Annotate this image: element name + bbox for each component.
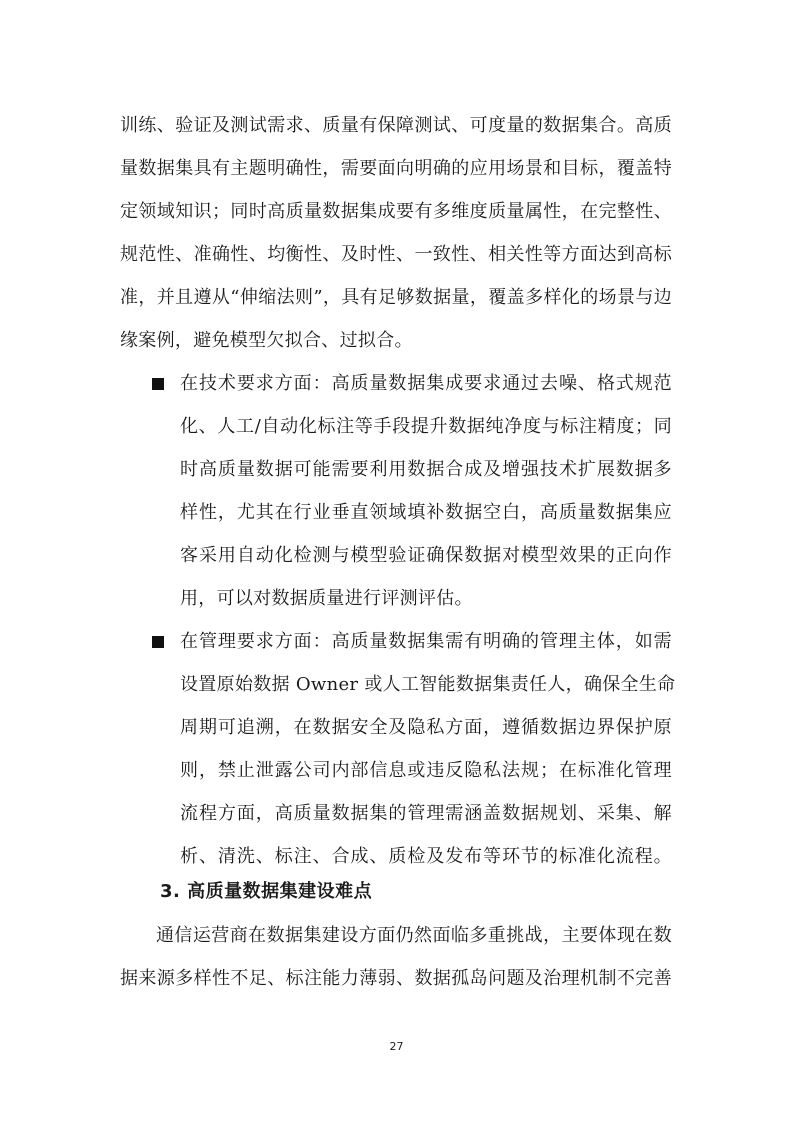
bullet-1-line-6: 用，可以对数据质量进行评测评估。 xyxy=(180,588,473,609)
bullet-2-line-4: 则，禁止泄露公司内部信息或违反隐私法规；在标准化管理 xyxy=(180,760,672,781)
bullet-1-line-2: 化、人工/自动化标注等手段提升数据纯净度与标注精度；同 xyxy=(180,416,672,437)
bullet-2-line-2: 设置原始数据 Owner 或人工智能数据集责任人，确保全生命 xyxy=(180,674,676,695)
paragraph-1-line-5: 准，并且遵从“伸缩法则”，具有足够数据量，覆盖多样化的场景与边 xyxy=(120,287,672,308)
paragraph-1-line-3: 定领域知识；同时高质量数据集成要有多维度质量属性，在完整性、 xyxy=(120,201,672,222)
page-number: 27 xyxy=(389,1040,404,1053)
paragraph-1-line-4: 规范性、准确性、均衡性、及时性、一致性、相关性等方面达到高标 xyxy=(120,244,672,265)
section-heading: 3. 高质量数据集建设难点 xyxy=(160,881,373,902)
square-bullet-icon xyxy=(152,378,164,390)
paragraph-1-line-2: 量数据集具有主题明确性，需要面向明确的应用场景和目标，覆盖特 xyxy=(120,158,672,179)
bullet-1-line-5: 客采用自动化检测与模型验证确保数据对模型效果的正向作 xyxy=(180,545,672,566)
bullet-1-line-4: 样性，尤其在行业垂直领域填补数据空白，高质量数据集应 xyxy=(180,502,672,523)
square-bullet-icon xyxy=(152,636,164,648)
bullet-1-line-1: 在技术要求方面：高质量数据集成要求通过去噪、格式规范 xyxy=(180,373,672,394)
paragraph-2-line-1: 通信运营商在数据集建设方面仍然面临多重挑战，主要体现在数 xyxy=(156,925,672,946)
paragraph-1-line-6: 缘案例，避免模型欠拟合、过拟合。 xyxy=(120,330,413,351)
paragraph-2-line-2: 据来源多样性不足、标注能力薄弱、数据孤岛问题及治理机制不完善 xyxy=(120,968,672,989)
bullet-1-line-3: 时高质量数据可能需要利用数据合成及增强技术扩展数据多 xyxy=(180,459,672,480)
bullet-2-line-5: 流程方面，高质量数据集的管理需涵盖数据规划、采集、解 xyxy=(180,803,672,824)
bullet-2-line-3: 周期可追溯，在数据安全及隐私方面，遵循数据边界保护原 xyxy=(180,717,672,738)
paragraph-1-line-1: 训练、验证及测试需求、质量有保障测试、可度量的数据集合。高质 xyxy=(120,115,672,136)
bullet-2-line-6: 析、清洗、标注、合成、质检及发布等环节的标准化流程。 xyxy=(180,846,672,867)
bullet-2-line-1: 在管理要求方面：高质量数据集需有明确的管理主体，如需 xyxy=(180,631,672,652)
